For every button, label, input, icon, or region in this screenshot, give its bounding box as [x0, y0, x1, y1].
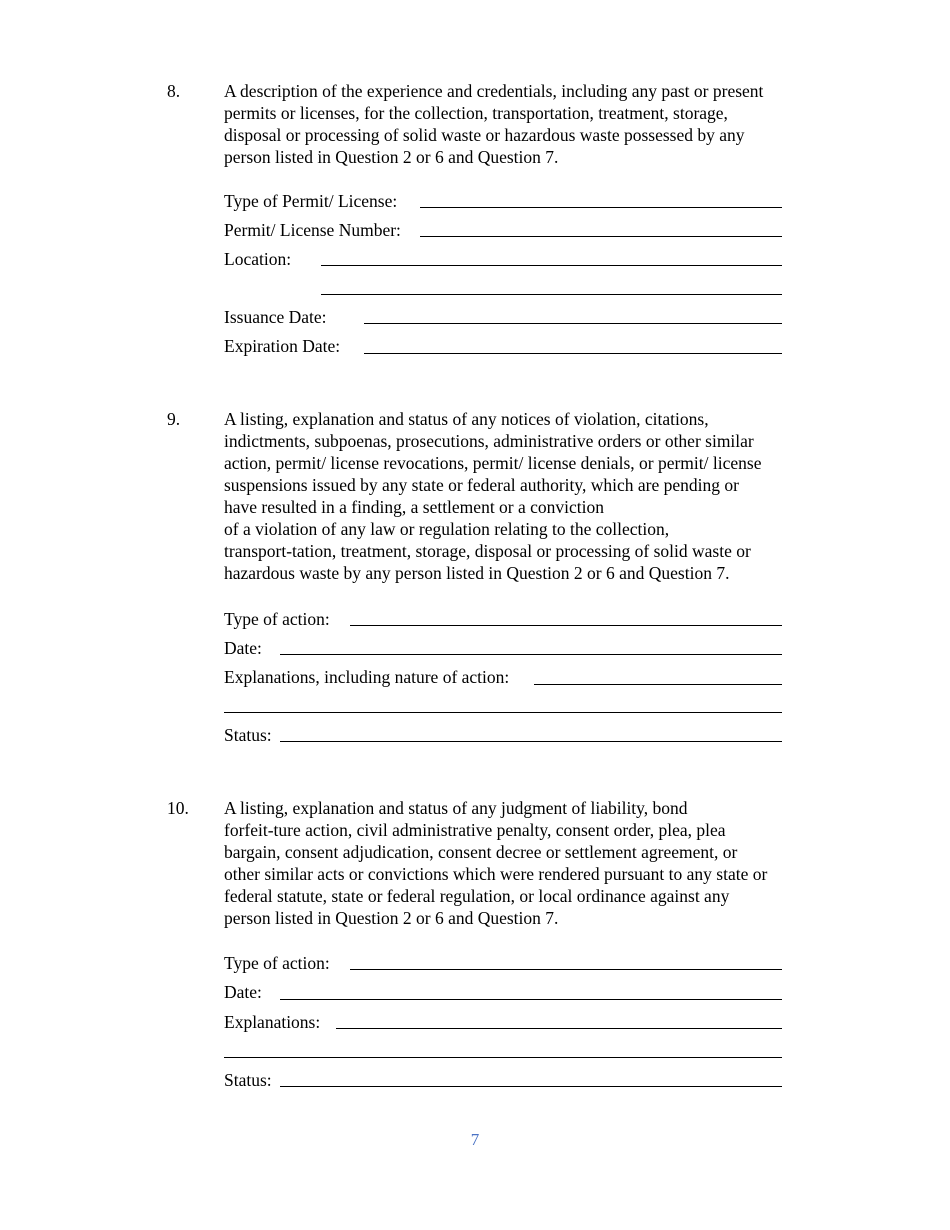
q10-status-label: Status: — [224, 1070, 272, 1090]
q8-number-line[interactable] — [420, 236, 782, 237]
q9-type-line[interactable] — [350, 625, 782, 626]
q9-date-label: Date: — [224, 638, 262, 658]
q10-date-line[interactable] — [280, 999, 782, 1000]
q9-text-line: indictments, subpoenas, prosecutions, administrative orders or other similar — [224, 431, 754, 451]
q8-location-line-1[interactable] — [321, 265, 782, 266]
q9-status-line[interactable] — [280, 741, 782, 742]
q8-number: 8. — [167, 81, 181, 101]
q9-explanations-label: Explanations, including nature of action: — [224, 667, 510, 687]
q10-explanations-line-1[interactable] — [336, 1028, 782, 1029]
q10-status-line[interactable] — [280, 1086, 782, 1087]
q8-text-line: disposal or processing of solid waste or hazardous waste possessed by any — [224, 125, 745, 145]
q8-expiration-line[interactable] — [364, 353, 782, 354]
q10-type-label: Type of action: — [224, 953, 330, 973]
q8-type-label: Type of Permit/ License: — [224, 191, 398, 211]
q10-explanations-label: Explanations: — [224, 1012, 321, 1032]
q9-text — [224, 408, 824, 584]
q9-text-line: suspensions issued by any state or federal authority, which are pending or — [224, 475, 739, 495]
q10-text-line: A listing, explanation and status of any judgment of liability, bond — [224, 798, 688, 818]
q8-number-label: Permit/ License Number: — [224, 220, 401, 240]
q9-text-line: A listing, explanation and status of any notices of violation, citations, — [224, 409, 709, 429]
q9-type-label: Type of action: — [224, 609, 330, 629]
q9-text-line: have resulted in a finding, a settlement or a conviction — [224, 497, 605, 517]
q8-location-label: Location: — [224, 249, 292, 269]
q10-text-line: forfeit-ture action, civil administrative penalty, consent order, plea, plea — [224, 820, 726, 840]
q10-date-label: Date: — [224, 982, 262, 1002]
q10-text-line: federal statute, state or federal regulation, or local ordinance against any — [224, 886, 730, 906]
q8-location-line-2[interactable] — [321, 294, 782, 295]
page-number: 7 — [470, 1130, 480, 1149]
q8-text-line: permits or licenses, for the collection, transportation, treatment, storage, — [224, 103, 728, 123]
q8-text — [224, 80, 824, 168]
q9-explanations-line-2[interactable] — [224, 712, 782, 713]
q10-explanations-line-2[interactable] — [224, 1057, 782, 1058]
q9-text-line: hazardous waste by any person listed in Question 2 or 6 and Question 7. — [224, 563, 730, 583]
q9-text-line: transport-tation, treatment, storage, disposal or processing of solid waste or — [224, 541, 751, 561]
q10-type-line[interactable] — [350, 969, 782, 970]
q10-text-line: other similar acts or convictions which were rendered pursuant to any state or — [224, 864, 768, 884]
q8-text-line: person listed in Question 2 or 6 and Question 7. — [224, 147, 559, 167]
q10-number: 10. — [167, 798, 189, 818]
q10-text — [224, 797, 824, 929]
q9-text-line: of a violation of any law or regulation relating to the collection, — [224, 519, 670, 539]
q9-date-line[interactable] — [280, 654, 782, 655]
q9-text-line: action, permit/ license revocations, permit/ license denials, or permit/ license — [224, 453, 762, 473]
q8-issuance-label: Issuance Date: — [224, 307, 327, 327]
q8-issuance-line[interactable] — [364, 323, 782, 324]
q9-number: 9. — [167, 409, 181, 429]
q10-text-line: bargain, consent adjudication, consent decree or settlement agreement, or — [224, 842, 738, 862]
q8-text-line: A description of the experience and credentials, including any past or present — [224, 81, 764, 101]
q9-explanations-line-1[interactable] — [534, 684, 782, 685]
q8-type-line[interactable] — [420, 207, 782, 208]
q8-expiration-label: Expiration Date: — [224, 336, 341, 356]
q9-status-label: Status: — [224, 725, 272, 745]
q10-text-line: person listed in Question 2 or 6 and Question 7. — [224, 908, 559, 928]
